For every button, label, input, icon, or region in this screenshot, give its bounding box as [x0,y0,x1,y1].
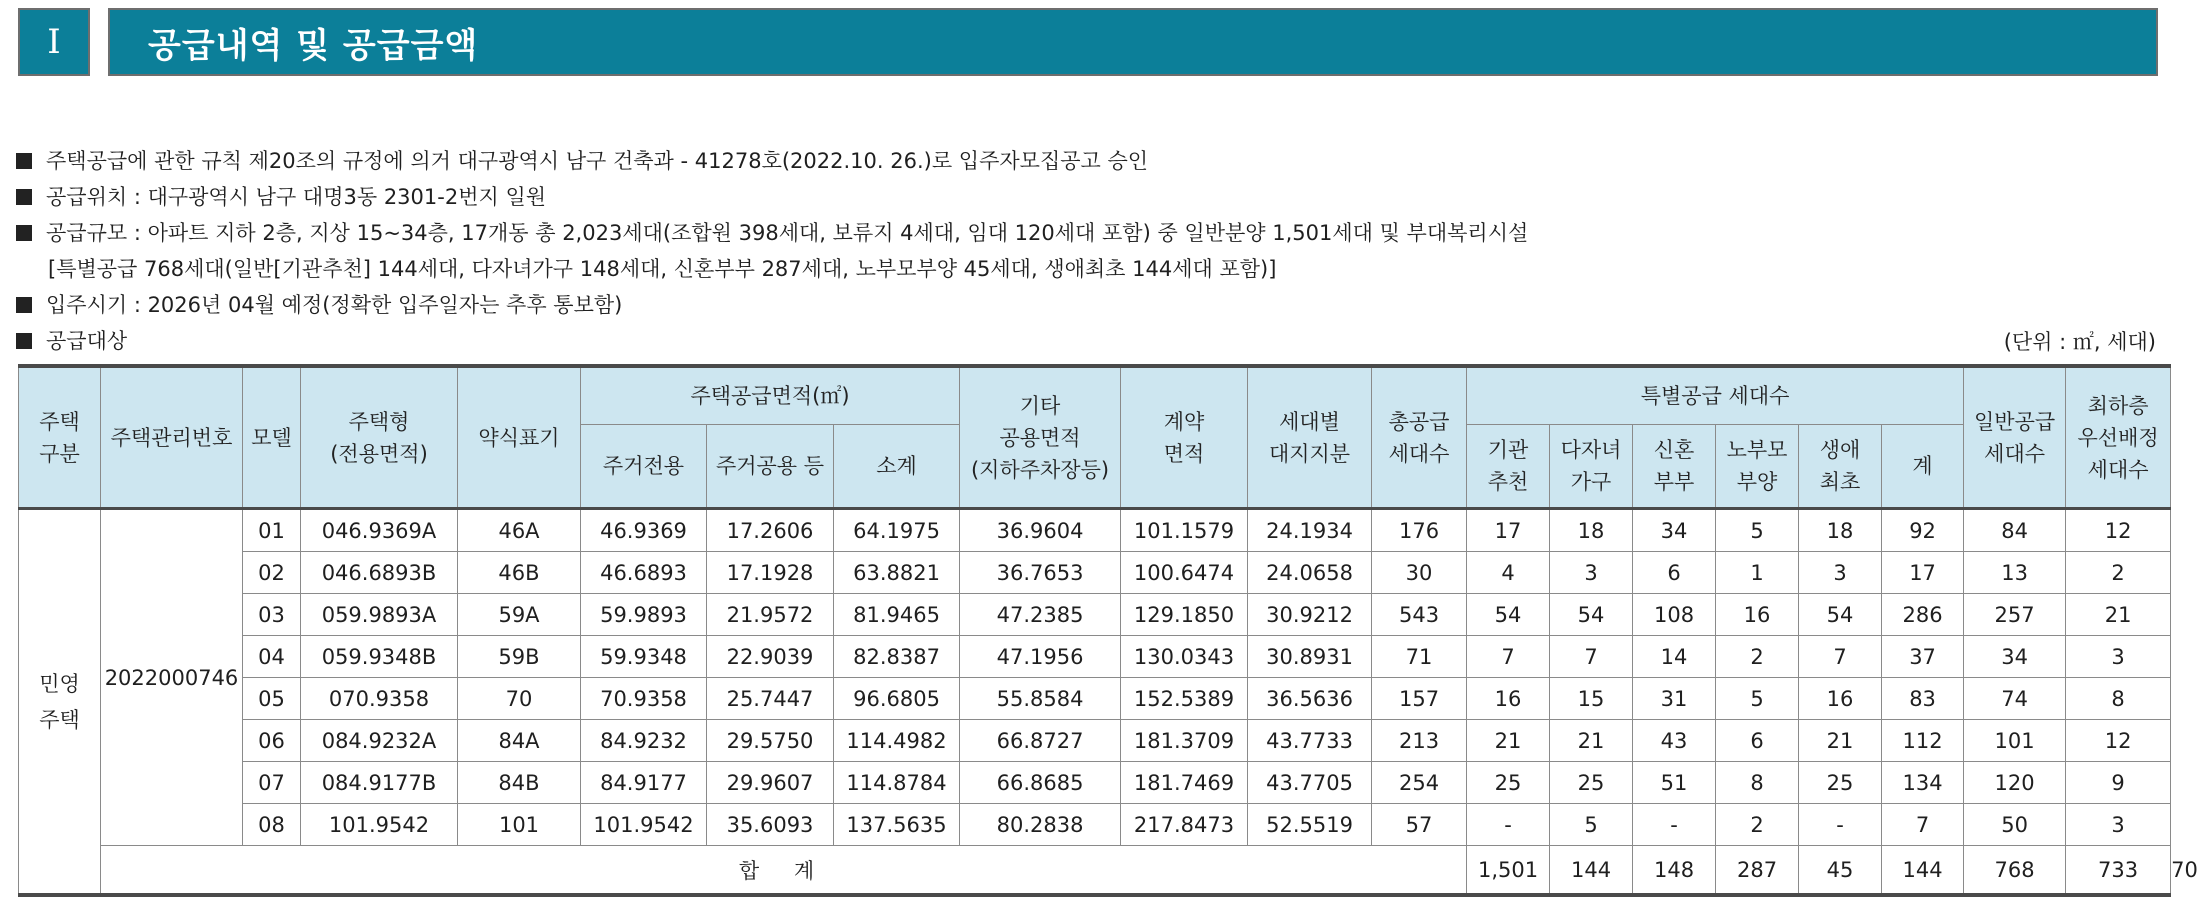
table-cell: 01 [243,509,301,552]
table-cell: 74 [1964,678,2066,720]
th-other-common: 기타 공용면적 (지하주차장등) [960,366,1121,509]
table-cell: 30.9212 [1248,594,1372,636]
table-cell: 66.8685 [960,762,1121,804]
th-special-sum: 계 [1882,425,1964,509]
table-cell: 80.2838 [960,804,1121,846]
table-cell: 8 [1716,762,1799,804]
table-cell: 070.9358 [301,678,458,720]
th-institution: 기관 추천 [1467,425,1550,509]
table-cell: 52.5519 [1248,804,1372,846]
table-cell: 17.1928 [707,552,834,594]
bullet-square-icon [16,333,32,349]
table-cell: 46B [458,552,581,594]
table-cell: 36.7653 [960,552,1121,594]
section-title-bar [108,8,2158,76]
table-cell: 3 [2066,804,2171,846]
note-scale: 공급규모 : 아파트 지하 2층, 지상 15~34층, 17개동 총 2,023세대(조합원 398세대, 보류지 4세대, 임대 120세대 포함) 중 일반분양 1,501세대 및 부대복리시설 [16,215,2156,251]
table-body [19,509,2198,896]
table-cell: 66.8727 [960,720,1121,762]
table-cell: 7 [1467,636,1550,678]
table-cell: 50 [1964,804,2066,846]
table-cell: 64.1975 [834,509,960,552]
table-cell: 8 [2066,678,2171,720]
table-row [19,509,2171,552]
table-cell: 5 [1716,678,1799,720]
table-cell: 152.5389 [1121,678,1248,720]
th-abbrev: 약식표기 [458,366,581,509]
table-cell: 05 [243,678,301,720]
table-cell: 13 [1964,552,2066,594]
note-location: 공급위치 : 대구광역시 남구 대명3동 2301-2번지 일원 [16,179,2156,215]
table-cell: 16 [1799,678,1882,720]
table-cell: 59B [458,636,581,678]
table-cell: 134 [1882,762,1964,804]
th-elderly: 노부모 부양 [1716,425,1799,509]
table-cell: 543 [1372,594,1467,636]
th-special: 특별공급 세대수 [1467,366,1964,425]
table-cell: 36.9604 [960,509,1121,552]
table-cell: 71 [1372,636,1467,678]
supply-table [18,364,2198,897]
table-cell: 59.9348 [581,636,707,678]
table-cell: 16 [1467,678,1550,720]
table-cell: 3 [1799,552,1882,594]
unit-note: (단위 : ㎡, 세대) [2003,330,2156,354]
th-newlywed: 신혼 부부 [1633,425,1716,509]
table-cell: 14 [1633,636,1716,678]
table-cell: 21 [1799,720,1882,762]
th-common: 주거공용 등 [707,425,834,509]
table-cell: 22.9039 [707,636,834,678]
th-subtotal: 소계 [834,425,960,509]
table-cell: 286 [1882,594,1964,636]
table-cell: 46A [458,509,581,552]
table-cell: 137.5635 [834,804,960,846]
table-cell: 46.9369 [581,509,707,552]
table-cell: 129.1850 [1121,594,1248,636]
table-cell: 5 [1716,509,1799,552]
table-cell: 92 [1882,509,1964,552]
th-first-life: 생애 최초 [1799,425,1882,509]
table-cell: 15 [1550,678,1633,720]
total-cell: 287 [1716,846,1799,896]
table-cell: 181.7469 [1121,762,1248,804]
table-row [19,678,2171,720]
table-cell: 43.7733 [1248,720,1372,762]
section-number: I [47,22,61,62]
table-cell: 59.9893 [581,594,707,636]
table-cell: 257 [1964,594,2066,636]
total-cell: 768 [1964,846,2066,896]
table-cell: 2 [1716,636,1799,678]
table-cell: 43 [1633,720,1716,762]
table-cell: 54 [1799,594,1882,636]
table-cell: 112 [1882,720,1964,762]
table-cell: 2 [2066,552,2171,594]
table-cell: 25 [1550,762,1633,804]
note-approval: 주택공급에 관한 규칙 제20조의 규정에 의거 대구광역시 남구 건축과 - 41278호(2022.10. 26.)로 입주자모집공고 승인 [16,143,2156,179]
table-cell: 07 [243,762,301,804]
total-cell: 144 [1550,846,1633,896]
table-row [19,636,2171,678]
table-cell: 51 [1633,762,1716,804]
table-cell: 31 [1633,678,1716,720]
total-label: 합 계 [101,846,1467,896]
table-cell: 101 [458,804,581,846]
th-total-units: 총공급 세대수 [1372,366,1467,509]
table-cell: 059.9348B [301,636,458,678]
table-cell: - [1633,804,1716,846]
table-cell: 84.9232 [581,720,707,762]
table-cell: 108 [1633,594,1716,636]
th-land-share: 세대별 대지지분 [1248,366,1372,509]
th-exclusive: 주거전용 [581,425,707,509]
cell-mgmt-no: 2022000746 [101,509,243,846]
bullet-square-icon [16,297,32,313]
table-cell: 101.9542 [581,804,707,846]
table-total-row: 합 계 1,501 144 148 287 45 144 768 733 70 [19,846,2171,896]
table-cell: 57 [1372,804,1467,846]
table-cell: 046.9369A [301,509,458,552]
table-cell: 70 [458,678,581,720]
table-cell: 02 [243,552,301,594]
cell-housing-type: 민영 주택 [19,509,101,896]
th-contract-area: 계약 면적 [1121,366,1248,509]
table-cell: 213 [1372,720,1467,762]
table-cell: 254 [1372,762,1467,804]
table-cell: 17.2606 [707,509,834,552]
table-cell: 84B [458,762,581,804]
table-cell: 03 [243,594,301,636]
table-cell: 059.9893A [301,594,458,636]
table-cell: 24.0658 [1248,552,1372,594]
table-cell: 59A [458,594,581,636]
table-row [19,762,2171,804]
table-cell: 47.2385 [960,594,1121,636]
note-supply-target: 공급대상 [16,323,2156,359]
table-cell: 43.7705 [1248,762,1372,804]
table-row [19,594,2171,636]
table-cell: 130.0343 [1121,636,1248,678]
table-cell: 25 [1799,762,1882,804]
table-cell: 5 [1550,804,1633,846]
th-general: 일반공급 세대수 [1964,366,2066,509]
table-cell: 114.8784 [834,762,960,804]
table-cell: 100.6474 [1121,552,1248,594]
table-cell: 47.1956 [960,636,1121,678]
table-cell: 6 [1633,552,1716,594]
table-cell: 084.9232A [301,720,458,762]
table-cell: 181.3709 [1121,720,1248,762]
table-cell: 30 [1372,552,1467,594]
notes-list [16,143,2156,359]
bullet-square-icon [16,189,32,205]
table-row [19,804,2171,846]
table-cell: 70.9358 [581,678,707,720]
table-row [19,720,2171,762]
table-cell: 25.7447 [707,678,834,720]
table-cell: 17 [1882,552,1964,594]
table-row [19,552,2171,594]
total-cell: 1,501 [1467,846,1550,896]
table-cell: 3 [2066,636,2171,678]
table-cell: 55.8584 [960,678,1121,720]
table-cell: 12 [2066,720,2171,762]
total-cell: 148 [1633,846,1716,896]
table-cell: 7 [1799,636,1882,678]
table-cell: 157 [1372,678,1467,720]
table-cell: 16 [1716,594,1799,636]
table-cell: 120 [1964,762,2066,804]
th-house-type: 주택형 (전용면적) [301,366,458,509]
table-cell: 29.5750 [707,720,834,762]
table-cell: 46.6893 [581,552,707,594]
table-cell: 12 [2066,509,2171,552]
table-cell: 18 [1799,509,1882,552]
table-cell: 83 [1882,678,1964,720]
table-cell: 54 [1467,594,1550,636]
th-supply-area: 주택공급면적(㎡) [581,366,960,425]
table-cell: 21 [1550,720,1633,762]
th-lowest-floor: 최하층 우선배정 세대수 [2066,366,2171,509]
table-cell: 29.9607 [707,762,834,804]
table-cell: 18 [1550,509,1633,552]
table-cell: 7 [1882,804,1964,846]
table-cell: 63.8821 [834,552,960,594]
table-cell: 21.9572 [707,594,834,636]
table-cell: 3 [1550,552,1633,594]
table-cell: 1 [1716,552,1799,594]
table-cell: 37 [1882,636,1964,678]
section-title: 공급내역 및 공급금액 [148,25,479,66]
section-number-box [18,8,90,76]
table-cell: 6 [1716,720,1799,762]
table-cell: 24.1934 [1248,509,1372,552]
note-move-in: 입주시기 : 2026년 04월 예정(정확한 입주일자는 추후 통보함) [16,287,2156,323]
note-special-supply: [특별공급 768세대(일반[기관추천] 144세대, 다자녀가구 148세대, 신혼부부 287세대, 노부모부양 45세대, 생애최초 144세대 포함)] [48,257,1277,281]
table-cell: 084.9177B [301,762,458,804]
table-cell: 06 [243,720,301,762]
table-cell: 9 [2066,762,2171,804]
th-multi-child: 다자녀 가구 [1550,425,1633,509]
table-cell: 96.6805 [834,678,960,720]
supply-table-wrapper [18,364,2198,897]
table-cell: - [1799,804,1882,846]
table-cell: 7 [1550,636,1633,678]
table-cell: 84.9177 [581,762,707,804]
table-cell: 30.8931 [1248,636,1372,678]
table-cell: 35.6093 [707,804,834,846]
table-cell: 21 [2066,594,2171,636]
table-cell: 101.9542 [301,804,458,846]
table-cell: 217.8473 [1121,804,1248,846]
table-cell: 114.4982 [834,720,960,762]
table-cell: 4 [1467,552,1550,594]
table-cell: 84 [1964,509,2066,552]
table-cell: 25 [1467,762,1550,804]
table-cell: 54 [1550,594,1633,636]
table-cell: 04 [243,636,301,678]
th-mgmt-no: 주택관리번호 [101,366,243,509]
th-model: 모델 [243,366,301,509]
bullet-square-icon [16,153,32,169]
table-cell: 21 [1467,720,1550,762]
table-cell: - [1467,804,1550,846]
total-cell: 45 [1799,846,1882,896]
table-cell: 2 [1716,804,1799,846]
table-cell: 81.9465 [834,594,960,636]
table-cell: 34 [1633,509,1716,552]
total-cell: 144 [1882,846,1964,896]
total-cell: 733 [2066,846,2171,896]
bullet-square-icon [16,225,32,241]
table-cell: 36.5636 [1248,678,1372,720]
table-cell: 101.1579 [1121,509,1248,552]
table-cell: 176 [1372,509,1467,552]
table-cell: 17 [1467,509,1550,552]
table-cell: 84A [458,720,581,762]
th-housing-type: 주택 구분 [19,366,101,509]
table-cell: 08 [243,804,301,846]
table-cell: 34 [1964,636,2066,678]
table-cell: 82.8387 [834,636,960,678]
table-cell: 101 [1964,720,2066,762]
table-cell: 046.6893B [301,552,458,594]
